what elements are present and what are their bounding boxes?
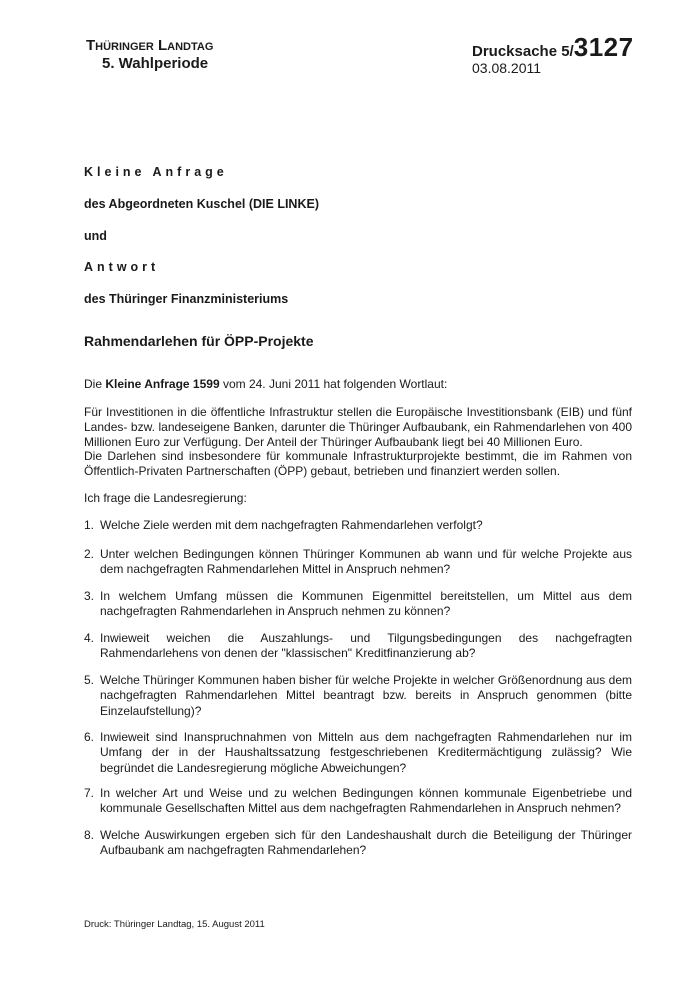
question-text: Welche Auswirkungen ergeben sich für den Landeshaushalt durch die Beteiligung der Thüringer Aufbaubank am nachgefragten Rahmendarlehen? xyxy=(100,828,632,858)
ministry-line: des Thüringer Finanzministeriums xyxy=(84,292,289,306)
question-text: Inwieweit sind Inanspruchnahmen von Mitteln aus dem nachgefragten Rahmendarlehen nur im Umfang der in der Haushaltssatzung festgeschriebenen Kreditermächtigung zulässig? Wie begründet die Landesregierung mögliche Abweichungen? xyxy=(100,730,632,775)
question-text: In welcher Art und Weise und zu welchen Bedingungen können kommunale Eigenbetriebe und kommunale Gesellschaften Mittel aus dem nachgefragten Rahmendarlehen in Anspruch nehmen? xyxy=(100,786,632,816)
parliament-header xyxy=(86,37,213,72)
intro-suffix: vom 24. Juni 2011 hat folgenden Wortlaut: xyxy=(219,377,448,391)
intro-line xyxy=(84,377,632,392)
member-line: des Abgeordneten Kuschel (DIE LINKE) xyxy=(84,197,319,211)
print-footer: Druck: Thüringer Landtag, 15. August 2011 xyxy=(84,919,265,930)
question-number: 7. xyxy=(84,786,95,800)
question-intro: Ich frage die Landesregierung: xyxy=(84,491,247,505)
question-text: Unter welchen Bedingungen können Thüringer Kommunen ab wann und für welche Projekte aus dem nachgefragten Rahmendarlehen Mittel in Anspruch nehmen? xyxy=(100,547,632,577)
legislative-period: 5. Wahlperiode xyxy=(102,55,209,72)
question-item xyxy=(84,547,632,578)
question-item xyxy=(84,786,632,817)
question-item xyxy=(84,673,632,719)
intro-prefix: Die xyxy=(84,377,106,391)
question-number: 6. xyxy=(84,730,95,744)
question-item xyxy=(84,589,632,620)
question-item xyxy=(84,828,632,859)
question-number: 3. xyxy=(84,589,95,603)
question-number: 2. xyxy=(84,547,95,561)
body-paragraph-1: Für Investitionen in die öffentliche Infrastruktur stellen die Europäische Investitionsbank (EIB) und fünf Landes- bzw. landeseigene Banken, darunter die Thüringer Aufbaubank, ein Rahmendarlehen von 400 Millionen Euro zur Verfügung. Der Anteil der Thüringer Aufbaubank liegt bei 40 Millionen Euro. xyxy=(84,405,632,449)
question-item xyxy=(84,518,632,533)
antwort-heading: Antwort xyxy=(84,260,160,274)
question-item xyxy=(84,730,632,776)
question-number: 5. xyxy=(84,673,95,687)
document-number-block xyxy=(472,32,634,76)
question-number: 4. xyxy=(84,631,95,645)
question-number: 1. xyxy=(84,518,95,532)
document-date: 03.08.2011 xyxy=(472,60,542,76)
document-title: Rahmendarlehen für ÖPP-Projekte xyxy=(84,333,314,349)
body-paragraph-2: Die Darlehen sind insbesondere für kommunale Infrastrukturprojekte bestimmt, die im Rahmen von Öffentlich-Privaten Partnerschaften (ÖPP) gebaut, betrieben und finanziert werden sollen. xyxy=(84,449,632,478)
question-text: Welche Ziele werden mit dem nachgefragten Rahmendarlehen verfolgt? xyxy=(100,518,483,532)
and-line: und xyxy=(84,229,107,243)
document-number: 3127 xyxy=(573,32,634,62)
question-item xyxy=(84,631,632,662)
question-number: 8. xyxy=(84,828,95,842)
inquiry-reference: Kleine Anfrage 1599 xyxy=(105,377,220,391)
parliament-name: Thüringer Landtag xyxy=(86,37,214,54)
question-text: Inwieweit weichen die Auszahlungs- und Tilgungsbedingungen des nachgefragten Rahmendarlehens von denen der "klassischen" Kreditfinanzierung ab? xyxy=(100,631,632,661)
kleine-anfrage-heading: Kleine Anfrage xyxy=(84,165,228,179)
question-text: In welchem Umfang müssen die Kommunen Eigenmittel bereitstellen, um Mittel aus dem nachgefragten Rahmendarlehen in Anspruch nehmen zu können? xyxy=(100,589,632,619)
question-text: Welche Thüringer Kommunen haben bisher für welche Projekte in welcher Größenordnung aus dem nachgefragten Rahmendarlehen Mittel beantragt bzw. bereits in Anspruch genommen (bitte Einzelaufstellung)? xyxy=(100,673,632,718)
document-label: Drucksache 5/ xyxy=(472,43,574,60)
